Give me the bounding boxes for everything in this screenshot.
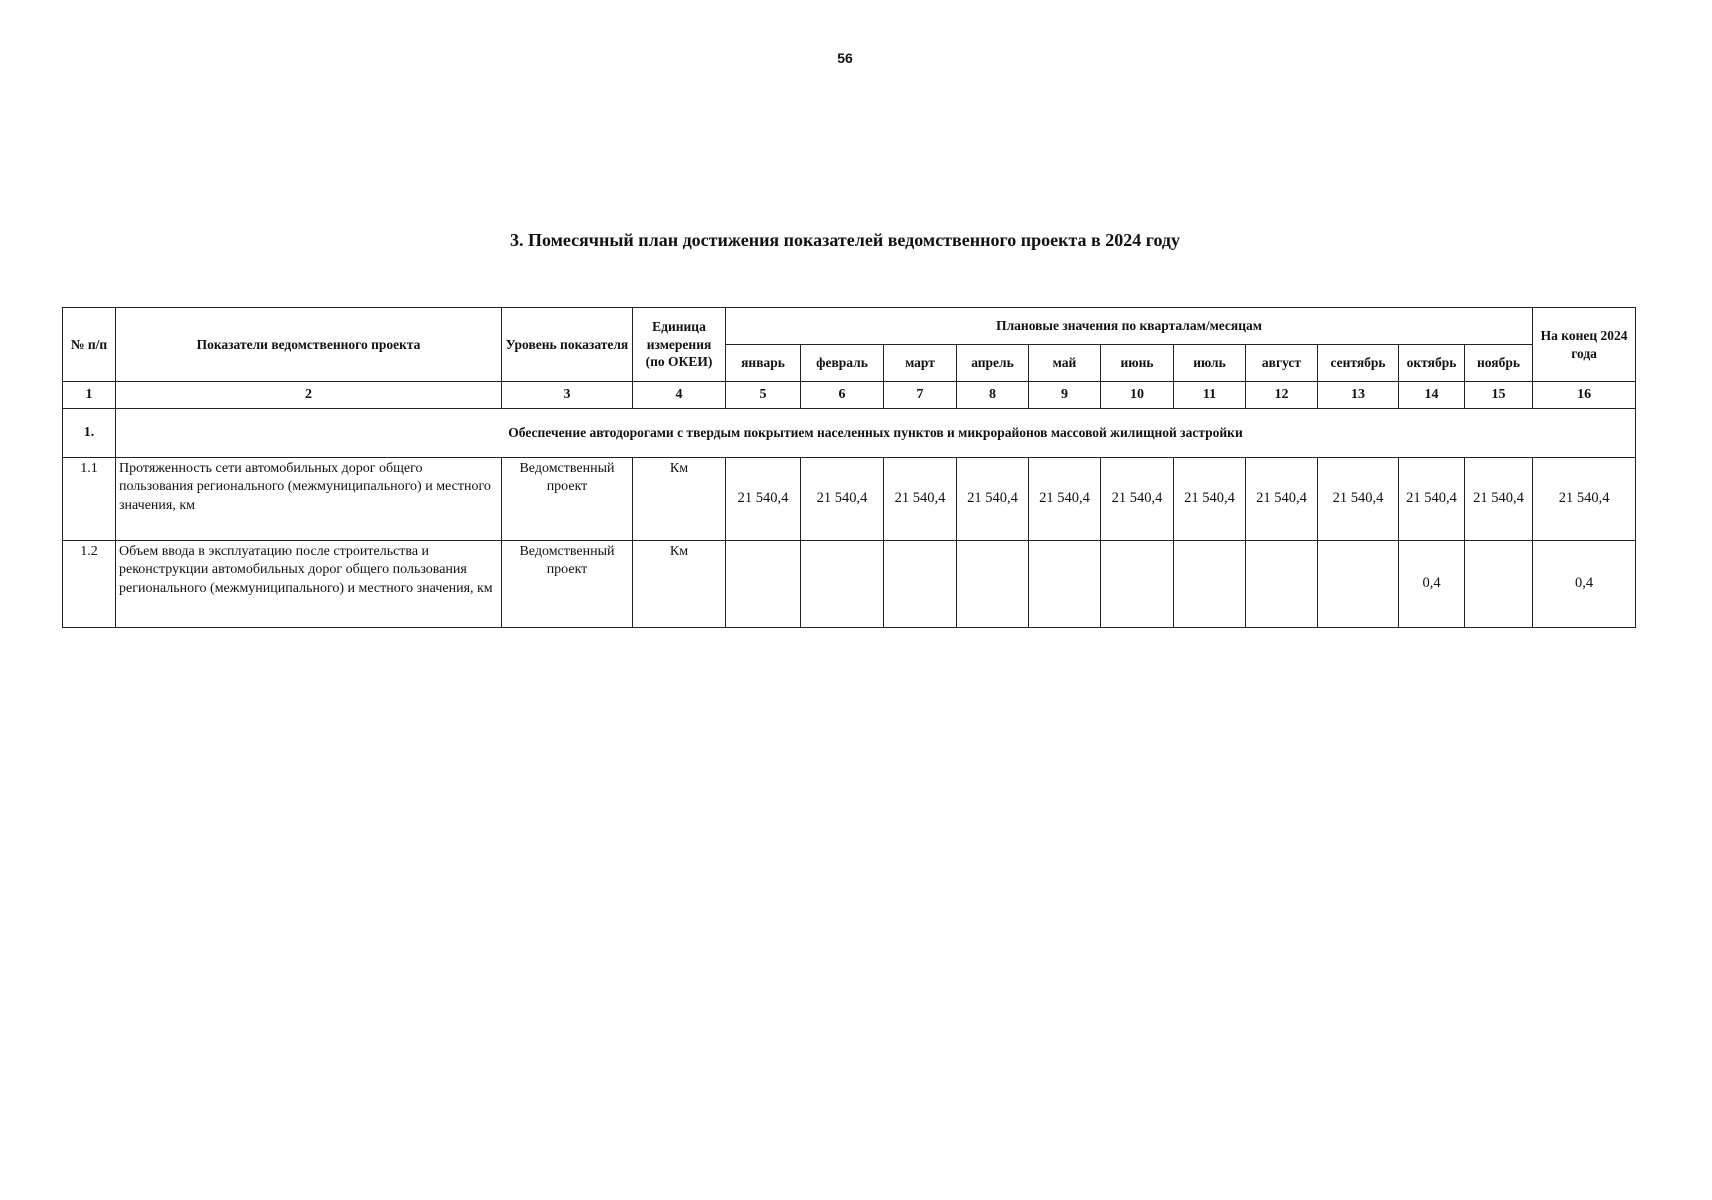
column-number: 14	[1399, 382, 1465, 409]
header-indicators: Показатели ведомственного проекта	[116, 308, 502, 382]
month-header: июнь	[1101, 345, 1174, 382]
month-header: апрель	[957, 345, 1029, 382]
header-unit: Единица измерения (по ОКЕИ)	[633, 308, 726, 382]
column-number: 5	[726, 382, 801, 409]
column-number: 15	[1465, 382, 1533, 409]
indicator-name: Протяженность сети автомобильных дорог общего пользования регионального (межмуниципального) и местного значения, км	[116, 458, 502, 541]
column-number: 6	[801, 382, 884, 409]
column-number: 8	[957, 382, 1029, 409]
month-value: 21 540,4	[1101, 458, 1174, 541]
column-number: 9	[1029, 382, 1101, 409]
month-header: март	[884, 345, 957, 382]
month-value	[1318, 541, 1399, 628]
month-header: август	[1246, 345, 1318, 382]
month-value	[1101, 541, 1174, 628]
column-number: 10	[1101, 382, 1174, 409]
month-value: 21 540,4	[801, 458, 884, 541]
column-number: 1	[63, 382, 116, 409]
month-header: май	[1029, 345, 1101, 382]
plan-table	[62, 307, 1636, 628]
section-number: 1.	[63, 409, 116, 458]
month-header: июль	[1174, 345, 1246, 382]
month-value: 21 540,4	[957, 458, 1029, 541]
section-title: Обеспечение автодорогами с твердым покрытием населенных пунктов и микрорайонов массовой жилищной застройки	[116, 409, 1636, 458]
month-header: октябрь	[1399, 345, 1465, 382]
header-level: Уровень показателя	[502, 308, 633, 382]
month-value: 21 540,4	[1318, 458, 1399, 541]
month-value: 21 540,4	[1399, 458, 1465, 541]
month-value	[801, 541, 884, 628]
document-title: 3. Помесячный план достижения показателей ведомственного проекта в 2024 году	[509, 230, 1181, 250]
column-number: 2	[116, 382, 502, 409]
month-header: ноябрь	[1465, 345, 1533, 382]
month-header: сентябрь	[1318, 345, 1399, 382]
column-number: 4	[633, 382, 726, 409]
page-number: 56	[837, 50, 853, 66]
month-value	[1465, 541, 1533, 628]
month-value	[884, 541, 957, 628]
indicator-level: Ведомственный проект	[502, 458, 633, 541]
month-value: 0,4	[1399, 541, 1465, 628]
month-header: февраль	[801, 345, 884, 382]
end-of-year-value: 0,4	[1533, 541, 1636, 628]
month-value	[1246, 541, 1318, 628]
column-number: 12	[1246, 382, 1318, 409]
month-value: 21 540,4	[1174, 458, 1246, 541]
indicator-unit: Км	[633, 541, 726, 628]
table-row	[63, 541, 1636, 628]
month-value	[1174, 541, 1246, 628]
column-number: 11	[1174, 382, 1246, 409]
month-value	[726, 541, 801, 628]
header-end: На конец 2024 года	[1533, 308, 1636, 382]
section-row	[63, 409, 1636, 458]
column-number-row	[63, 382, 1636, 409]
indicator-name: Объем ввода в эксплуатацию после строительства и реконструкции автомобильных дорог общего пользования регионального (межмуниципального) и местного значения, км	[116, 541, 502, 628]
header-row-top	[63, 308, 1636, 345]
month-value: 21 540,4	[726, 458, 801, 541]
header-num: № п/п	[63, 308, 116, 382]
indicator-level: Ведомственный проект	[502, 541, 633, 628]
month-value	[1029, 541, 1101, 628]
column-number: 7	[884, 382, 957, 409]
row-number: 1.2	[63, 541, 116, 628]
month-value	[957, 541, 1029, 628]
column-number: 3	[502, 382, 633, 409]
month-value: 21 540,4	[1465, 458, 1533, 541]
month-value: 21 540,4	[884, 458, 957, 541]
month-value: 21 540,4	[1029, 458, 1101, 541]
header-planned: Плановые значения по кварталам/месяцам	[726, 308, 1533, 345]
column-number: 13	[1318, 382, 1399, 409]
row-number: 1.1	[63, 458, 116, 541]
indicator-unit: Км	[633, 458, 726, 541]
column-number: 16	[1533, 382, 1636, 409]
month-header: январь	[726, 345, 801, 382]
end-of-year-value: 21 540,4	[1533, 458, 1636, 541]
month-value: 21 540,4	[1246, 458, 1318, 541]
table-row	[63, 458, 1636, 541]
